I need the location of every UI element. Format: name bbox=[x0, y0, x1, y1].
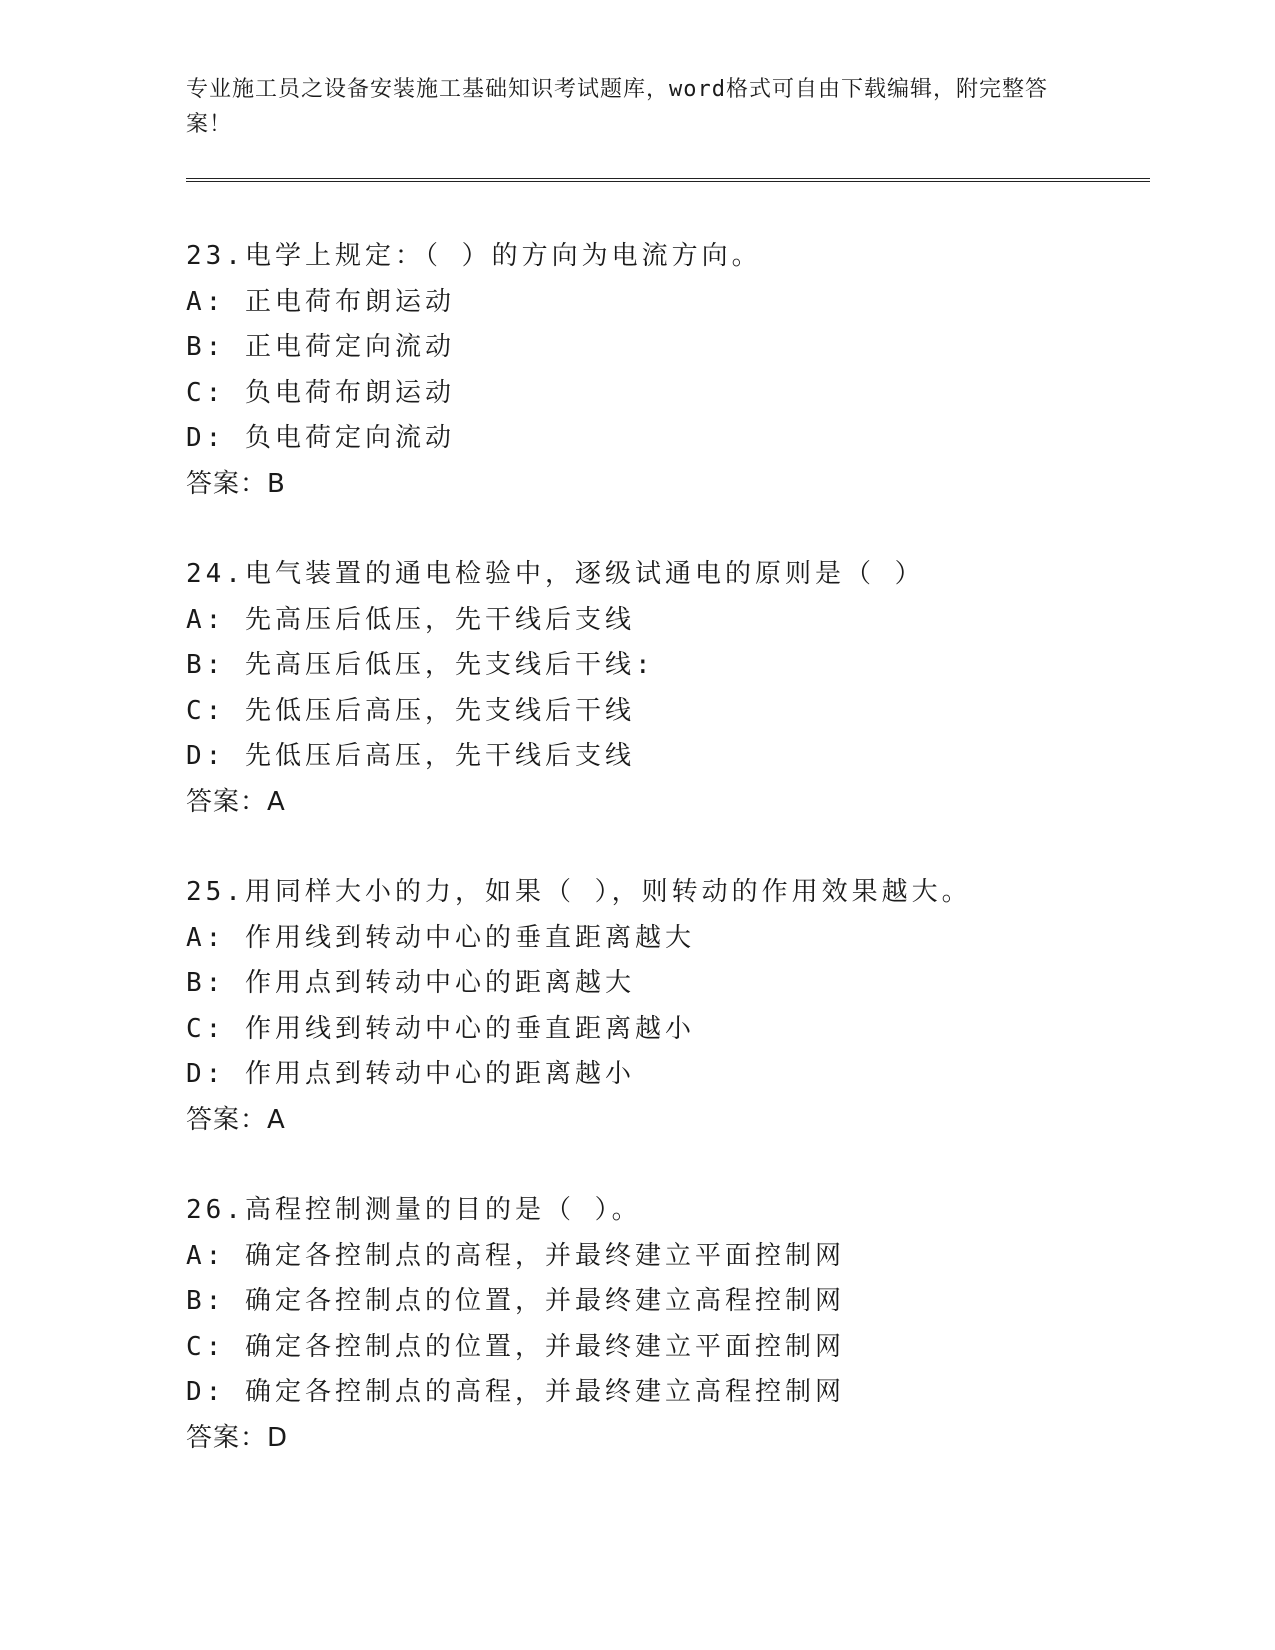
option-a: A: 确定各控制点的高程，并最终建立平面控制网 bbox=[186, 1240, 845, 1271]
option-a: A: 先高压后低压，先干线后支线 bbox=[186, 604, 635, 635]
option-c: C: 作用线到转动中心的垂直距离越小 bbox=[186, 1013, 695, 1044]
option-b: B: 确定各控制点的位置，并最终建立高程控制网 bbox=[186, 1286, 845, 1316]
question-stem: 24.电气装置的通电检验中，逐级试通电的原则是（ ） bbox=[186, 559, 925, 589]
question-25 bbox=[186, 870, 1150, 1188]
document-intro: 专业施工员之设备安装施工基础知识考试题库，word格式可自由下载编辑，附完整答案！ bbox=[186, 77, 1048, 137]
question-23 bbox=[186, 234, 1150, 552]
option-d: D: 确定各控制点的高程，并最终建立高程控制网 bbox=[186, 1377, 845, 1407]
option-d: D: 作用点到转动中心的距离越小 bbox=[186, 1059, 635, 1089]
option-b: B: 作用点到转动中心的距离越大 bbox=[186, 968, 635, 998]
answer-line: 答案：B bbox=[186, 468, 286, 499]
option-c: C: 先低压后高压，先支线后干线 bbox=[186, 695, 635, 726]
option-b: B: 正电荷定向流动 bbox=[186, 332, 455, 362]
question-list bbox=[186, 234, 1150, 1506]
question-24 bbox=[186, 552, 1150, 870]
option-a: A: 正电荷布朗运动 bbox=[186, 286, 455, 317]
question-stem: 25.用同样大小的力，如果（ ），则转动的作用效果越大。 bbox=[186, 877, 972, 907]
option-d: D: 负电荷定向流动 bbox=[186, 423, 455, 453]
answer-line: 答案：A bbox=[186, 1104, 286, 1135]
option-a: A: 作用线到转动中心的垂直距离越大 bbox=[186, 922, 695, 953]
option-c: C: 负电荷布朗运动 bbox=[186, 377, 455, 408]
answer-line: 答案：D bbox=[186, 1422, 289, 1453]
question-26 bbox=[186, 1188, 1150, 1506]
question-stem: 26.高程控制测量的目的是（ ）。 bbox=[186, 1195, 642, 1225]
answer-line: 答案：A bbox=[186, 786, 286, 817]
option-b: B: 先高压后低压，先支线后干线: bbox=[186, 650, 655, 680]
question-stem: 23.电学上规定：（ ）的方向为电流方向。 bbox=[186, 241, 762, 271]
option-c: C: 确定各控制点的位置，并最终建立平面控制网 bbox=[186, 1331, 845, 1362]
option-d: D: 先低压后高压，先干线后支线 bbox=[186, 741, 635, 771]
double-divider bbox=[186, 178, 1150, 182]
